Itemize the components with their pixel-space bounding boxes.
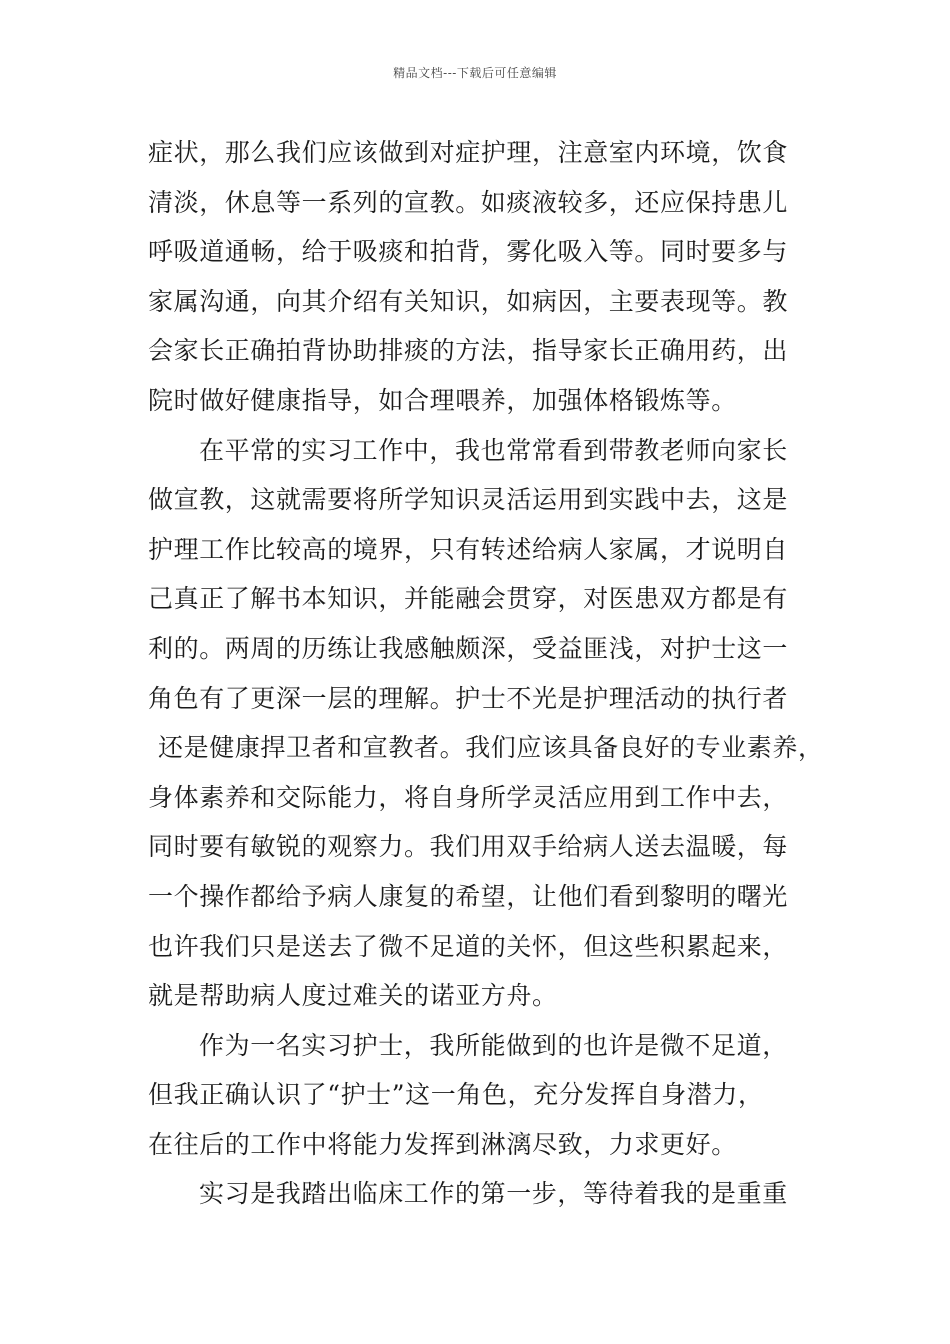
body-line: 呼吸道通畅，给于吸痰和拍背，雾化吸入等。同时要多与 — [148, 237, 789, 267]
body-line: 己真正了解书本知识，并能融会贯穿，对医患双方都是有 — [148, 584, 789, 614]
body-line: 护理工作比较高的境界，只有转述给病人家属，才说明自 — [148, 534, 789, 564]
body-line: 一个操作都给予病人康复的希望，让他们看到黎明的曙光 — [148, 881, 789, 911]
body-line: 在往后的工作中将能力发挥到淋漓尽致，力求更好。 — [148, 1129, 737, 1159]
body-line: 做宣教，这就需要将所学知识灵活运用到实践中去，这是 — [148, 485, 789, 515]
body-line: 身体素养和交际能力，将自身所学灵活应用到工作中去， — [148, 782, 789, 812]
paragraph-start-line: 在平常的实习工作中，我也常常看到带教老师向家长 — [199, 435, 788, 465]
body-line: 同时要有敏锐的观察力。我们用双手给病人送去温暖，每 — [148, 832, 789, 862]
body-line: 家属沟通，向其介绍有关知识，如病因，主要表现等。教 — [148, 286, 789, 316]
body-line: 角色有了更深一层的理解。护士不光是护理活动的执行者 — [148, 683, 789, 713]
paragraph-start-line: 实习是我踏出临床工作的第一步，等待着我的是重重 — [199, 1179, 788, 1209]
body-line: 还是健康捍卫者和宣教者。我们应该具备良好的专业素养， — [158, 733, 824, 763]
body-line: 也许我们只是送去了微不足道的关怀，但这些积累起来， — [148, 931, 789, 961]
paragraph-start-line: 作为一名实习护士，我所能做到的也许是微不足道， — [199, 1030, 788, 1060]
document-body — [148, 128, 828, 1219]
body-line: 但我正确认识了“护士”这一角色，充分发挥自身潜力， — [148, 1080, 764, 1110]
body-line: 院时做好健康指导，如合理喂养，加强体格锻炼等。 — [148, 385, 737, 415]
body-line: 会家长正确拍背协助排痰的方法，指导家长正确用药，出 — [148, 336, 789, 366]
body-line: 清淡，休息等一系列的宣教。如痰液较多，还应保持患儿 — [148, 187, 789, 217]
body-line: 症状，那么我们应该做到对症护理，注意室内环境，饮食 — [148, 138, 789, 167]
body-line: 就是帮助病人度过难关的诺亚方舟。 — [148, 981, 558, 1011]
page-header: 精品文档---下载后可任意编辑 — [393, 66, 557, 80]
body-line: 利的。两周的历练让我感触颇深，受益匪浅，对护士这一 — [148, 633, 789, 663]
